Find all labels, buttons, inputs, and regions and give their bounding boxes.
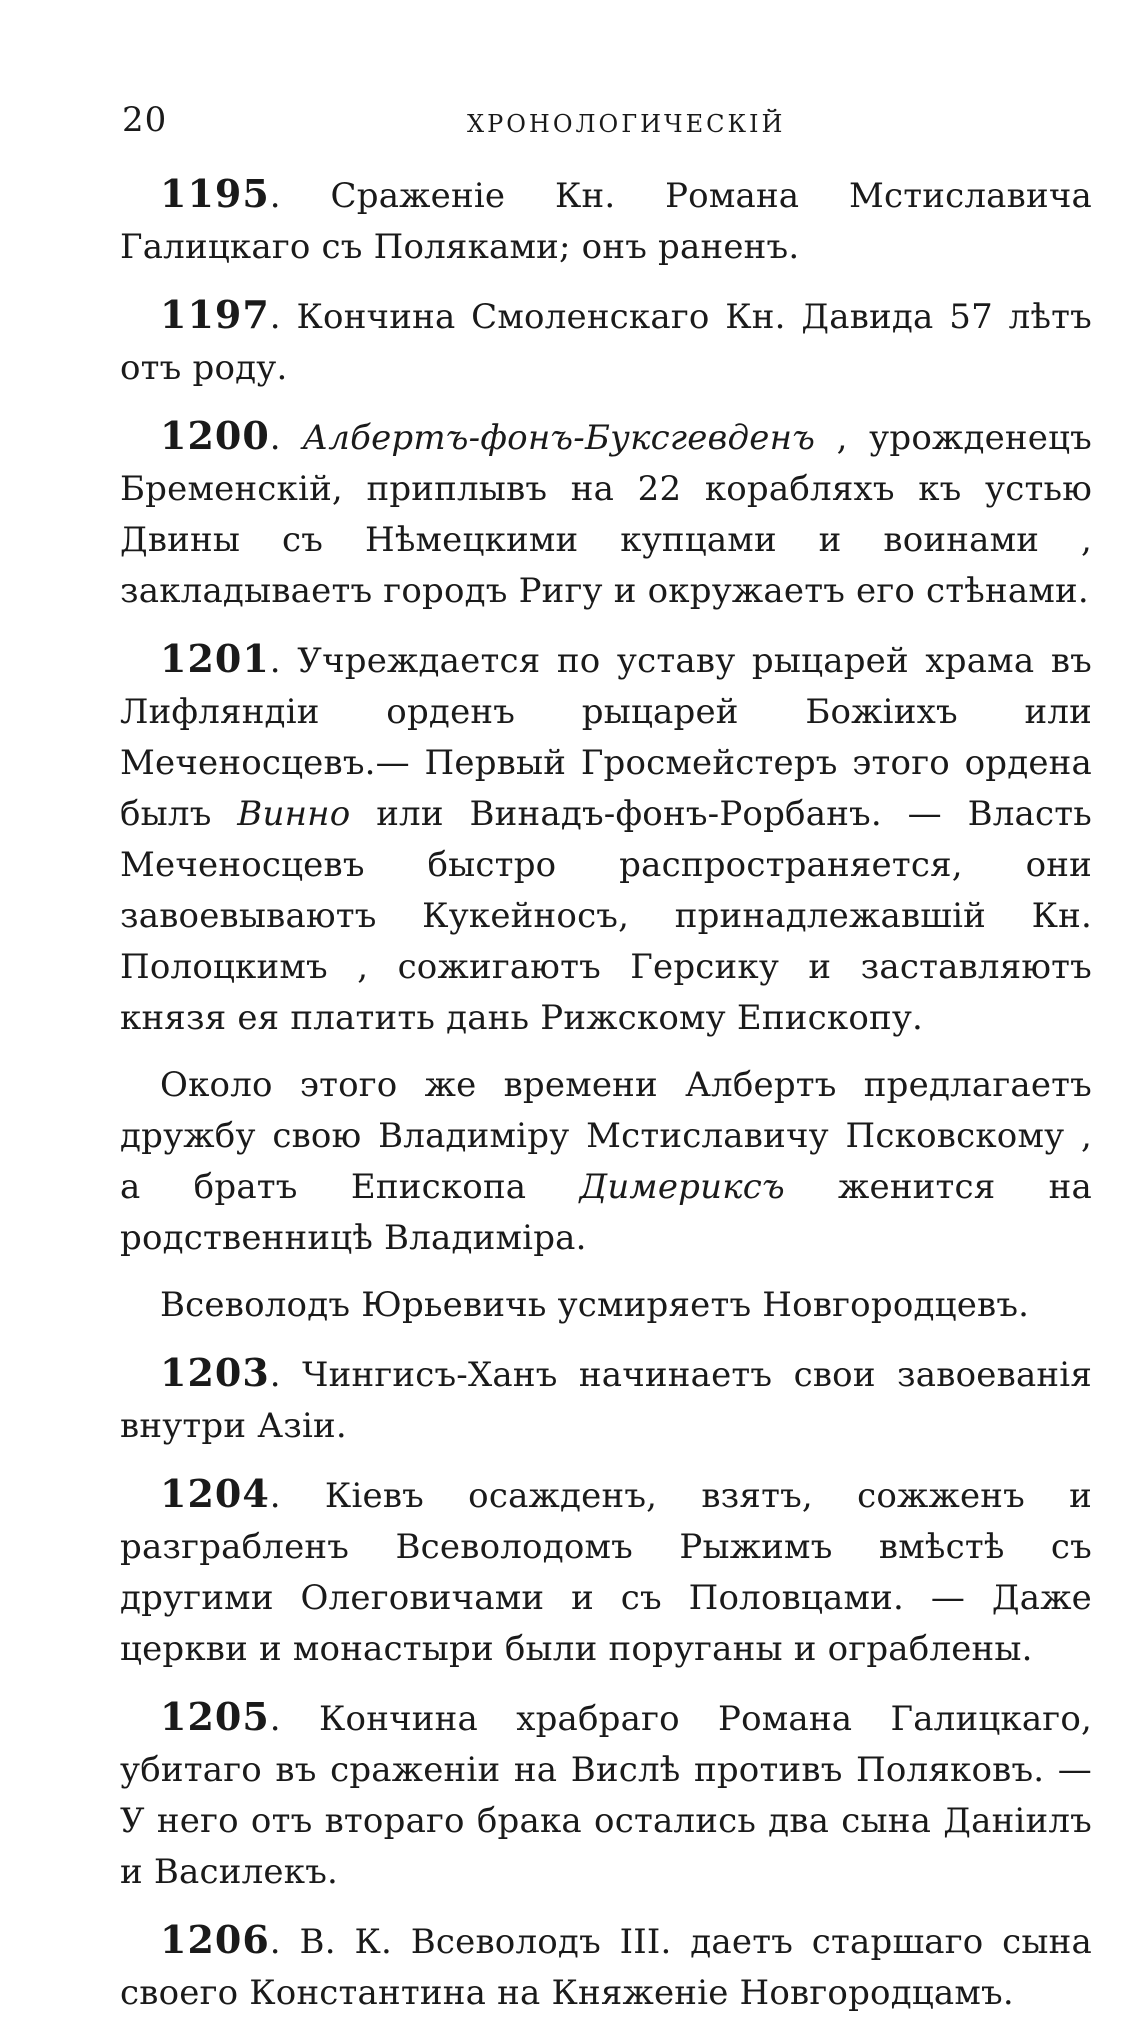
entry-year: 1201 xyxy=(160,636,270,681)
entry-year: 1204 xyxy=(160,1471,270,1516)
entry-year: 1205 xyxy=(160,1694,270,1739)
entry-text: . Чингисъ-Ханъ начинаетъ свои завоеванія внутри Азіи. xyxy=(120,1355,1092,1446)
page-number: 20 xyxy=(122,100,168,140)
entry-year: 1200 xyxy=(160,413,270,458)
page-bottom-margin xyxy=(120,1770,1092,1950)
entry-italic-name: Албертъ-фонъ-Буксгевденъ xyxy=(302,418,816,458)
entry-text-continued: женится на родственницѣ Владиміра. xyxy=(120,1167,1092,1258)
entry-year: 1197 xyxy=(160,292,270,337)
paragraph-albert-friendship xyxy=(120,1060,1092,1264)
entry-text: Всеволодъ Юрьевичь усмиряетъ Новгородцевъ. xyxy=(160,1285,1030,1325)
entry-1201 xyxy=(120,633,1092,1044)
running-title: ХРОНОЛОГИЧЕСКІЙ xyxy=(467,110,786,138)
entry-year: 1195 xyxy=(160,171,270,216)
entry-1200 xyxy=(120,410,1092,617)
chronicle-text xyxy=(120,168,1092,2035)
entry-text-prefix: . xyxy=(269,418,303,458)
entry-1197 xyxy=(120,289,1092,394)
entry-text: . Кіевъ осажденъ, взятъ, сожженъ и разграбленъ Всеволодомъ Рыжимъ вмѣстѣ съ другими Олеговичами и съ Половцами. — Даже церкви и монастыри были поруганы и ограблены. xyxy=(120,1476,1092,1669)
entry-text: . Кончина храбраго Романа Галицкаго, убитаго въ сраженіи на Вислѣ противъ Поляковъ. — У него отъ втораго брака остались два сына Даніилъ и Василекъ. xyxy=(120,1699,1092,1892)
running-head xyxy=(122,100,1088,150)
entry-1204 xyxy=(120,1468,1092,1675)
entry-year: 1203 xyxy=(160,1350,270,1395)
entry-text: . Учреждается по уставу рыцарей храма въ Лифляндіи орденъ рыцарей Божіихъ или Меченосцевъ.— Первый Гросмейстеръ этого ордена былъ xyxy=(120,641,1092,834)
entry-text: . В. К. Всеволодъ III. даетъ старшаго сына своего Константина на Княженіе Новгородцамъ. xyxy=(120,1922,1092,2013)
entry-text: . Сраженіе Кн. Романа Мстиславича Галицкаго съ Поляками; онъ раненъ. xyxy=(120,176,1092,267)
entry-italic-name: Димериксъ xyxy=(579,1167,785,1207)
entry-text: Около этого же времени Албертъ предлагаетъ дружбу свою Владиміру Мстиславичу Псковскому , а братъ Епископа xyxy=(120,1065,1092,1207)
entry-year: 1206 xyxy=(160,1917,270,1962)
entry-1203 xyxy=(120,1347,1092,1452)
entry-text: . Кончина Смоленскаго Кн. Давида 57 лѣтъ отъ роду. xyxy=(120,297,1092,388)
entry-text: , урожденецъ Бременскій, приплывъ на 22 корабляхъ къ устью Двины съ Нѣмецкими купцами и воинами , закладываетъ городъ Ригу и окружаетъ его стѣнами. xyxy=(120,418,1093,611)
entry-italic-name: Винно xyxy=(237,794,351,834)
entry-text-continued: или Винадъ-фонъ-Рорбанъ. — Власть Меченосцевъ быстро распространяется, они завоевываютъ Кукейносъ, принадлежавшій Кн. Полоцкимъ , сожигаютъ Герсику и заставляютъ князя ея платить дань Рижскому Епископу. xyxy=(120,794,1092,1038)
entry-1195 xyxy=(120,168,1092,273)
paragraph-vsevolod xyxy=(120,1280,1092,1331)
